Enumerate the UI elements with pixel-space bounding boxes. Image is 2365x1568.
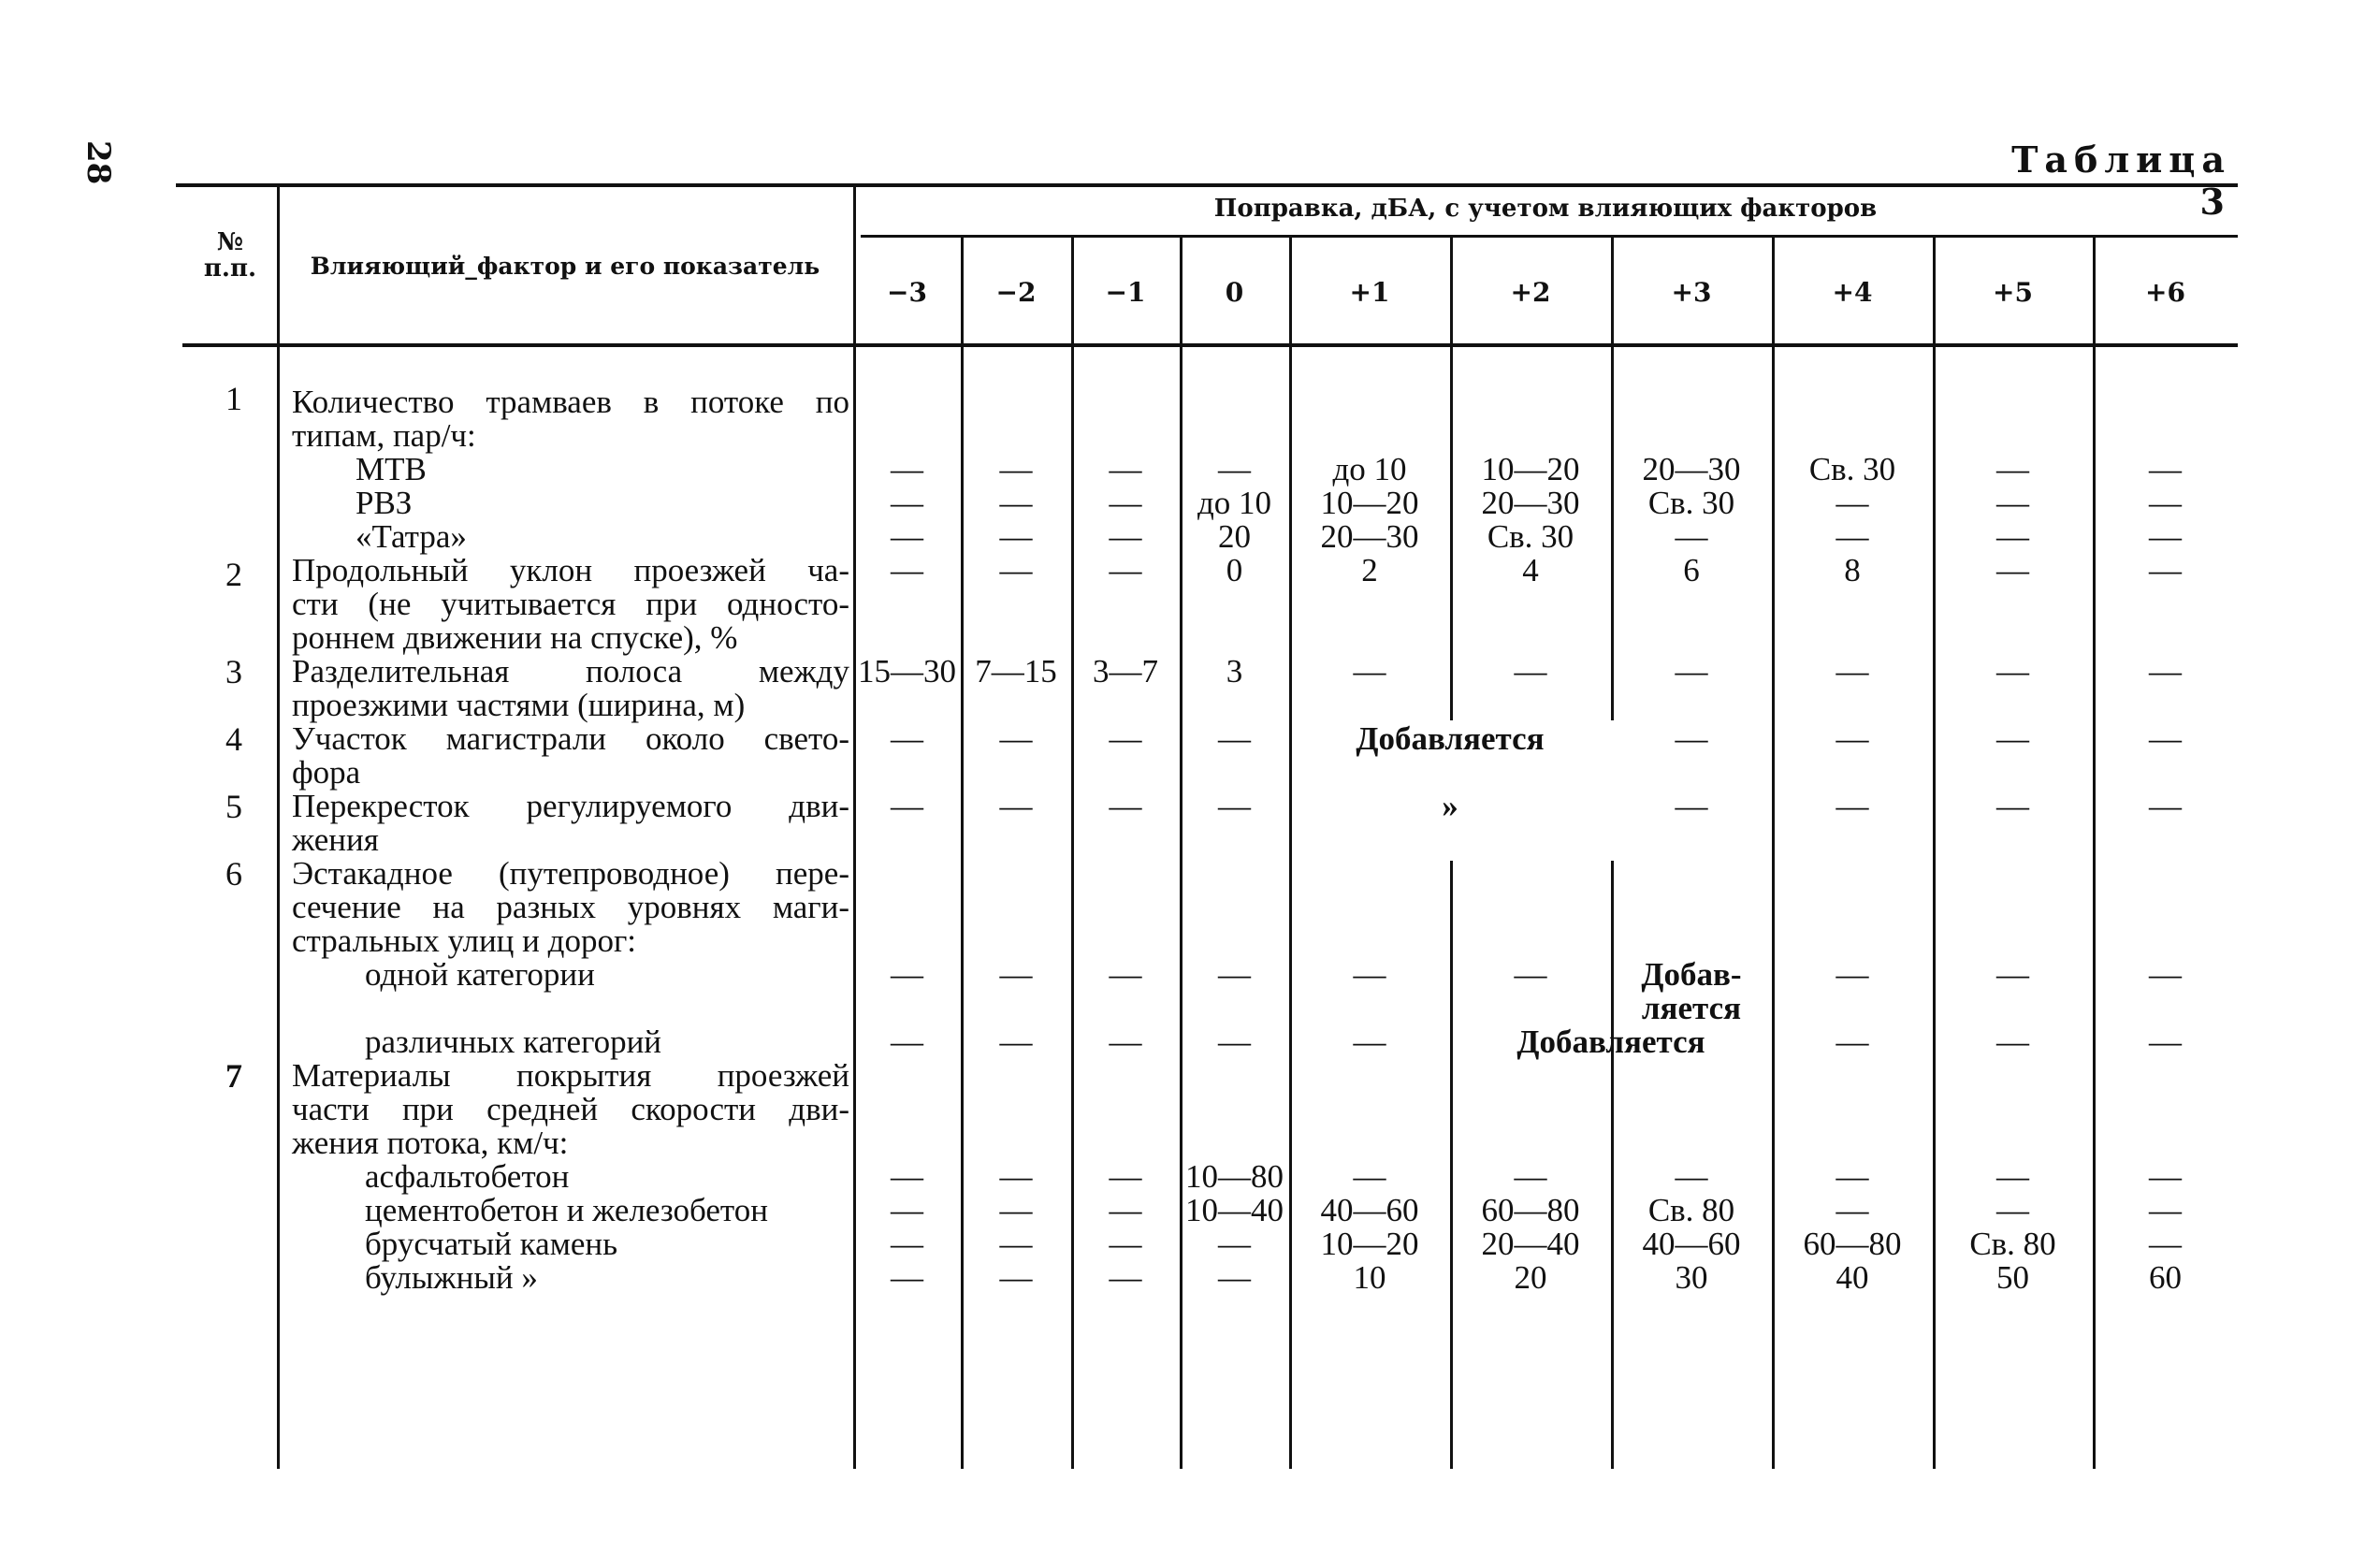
table-cell: —	[1835, 956, 1869, 993]
factor-line: «Татра»	[355, 518, 467, 555]
table-cell: —	[1109, 1259, 1142, 1296]
factor-line: Эстакадное (путепроводное) пере-	[292, 855, 849, 892]
table-cell: —	[1514, 1158, 1547, 1195]
table-cell: —	[1835, 1192, 1869, 1228]
table-cell: 7—15	[975, 653, 1057, 690]
table-cell: —	[1835, 788, 1869, 824]
table-cell: —	[1218, 1259, 1251, 1296]
table-cell: Св. 80	[1647, 1192, 1735, 1228]
factor-line: асфальтобетон	[365, 1158, 570, 1195]
group-header-rule	[861, 235, 2238, 238]
group-header: Поправка, дБА, с учетом влияющих факторов	[1213, 195, 1878, 223]
table-cell: 60	[2149, 1259, 2182, 1296]
column-header-2: −2	[995, 277, 1037, 308]
table-cell: —	[891, 518, 923, 555]
table-cell: —	[1353, 1024, 1386, 1060]
table-cell: 10—40	[1185, 1192, 1284, 1228]
factor-line: сти (не учитывается при односто-	[292, 586, 849, 622]
table-cell: —	[2149, 720, 2182, 757]
factor-line: МТВ	[355, 451, 427, 487]
row-number-6: 6	[225, 855, 242, 893]
table-cell: —	[999, 485, 1033, 521]
table-cell: —	[1109, 1226, 1142, 1262]
added-note: Добавляется	[1516, 1024, 1705, 1060]
table-cell: 20—30	[1320, 518, 1419, 555]
table-cell: —	[891, 1192, 923, 1228]
table-cell: —	[1996, 788, 2029, 824]
table-cell: —	[1218, 1226, 1251, 1262]
table-cell: —	[1514, 956, 1547, 993]
page-number: 28	[80, 140, 117, 185]
table-cell: —	[999, 518, 1033, 555]
table-cell: —	[891, 788, 923, 824]
table-cell: до 10	[1197, 485, 1272, 521]
table-cell: —	[1218, 788, 1251, 824]
num-col-header: № п.п.	[203, 228, 257, 283]
table-cell: Св. 30	[1647, 485, 1735, 521]
table-cell: —	[2149, 1024, 2182, 1060]
table-cell: 10—20	[1320, 485, 1419, 521]
table-cell: 3—7	[1093, 653, 1158, 690]
factor-line: брусчатый камень	[365, 1226, 618, 1262]
factor-line: типам, пар/ч:	[292, 417, 476, 454]
table-cell: 0	[1226, 552, 1243, 588]
table-cell: —	[999, 1024, 1033, 1060]
table-cell: —	[1835, 720, 1869, 757]
column-header-5: +1	[1349, 277, 1390, 308]
table-cell: до 10	[1332, 451, 1407, 487]
table-cell: 10—20	[1481, 451, 1580, 487]
column-header-3: −1	[1105, 277, 1146, 308]
factor-line: одной категории	[365, 956, 595, 993]
table-cell: —	[1109, 552, 1142, 588]
column-header-10: +6	[2145, 277, 2185, 308]
table-cell: —	[2149, 485, 2182, 521]
header-bottom-rule	[182, 343, 2238, 347]
table-cell: —	[891, 1226, 923, 1262]
table-cell: —	[891, 552, 923, 588]
table-cell: —	[1218, 956, 1251, 993]
table-cell: —	[999, 1226, 1033, 1262]
table-cell: Св. 80	[1969, 1226, 2056, 1262]
table-cell: —	[1996, 1024, 2029, 1060]
table-cell: —	[1675, 788, 1708, 824]
factor-line: жения	[292, 821, 379, 858]
column-header-8: +4	[1832, 277, 1873, 308]
row-number-2: 2	[225, 556, 242, 593]
table-cell: 4	[1522, 552, 1539, 588]
table-cell: —	[1109, 788, 1142, 824]
table-cell: 10—80	[1185, 1158, 1284, 1195]
ditto-mark: »	[1442, 788, 1458, 824]
factor-line: фора	[292, 754, 361, 791]
table-cell: 15—30	[858, 653, 956, 690]
factor-line: части при средней скорости дви-	[292, 1091, 849, 1127]
table-cell: —	[1996, 1158, 2029, 1195]
table-cell: —	[1996, 956, 2029, 993]
table-cell: —	[999, 552, 1033, 588]
table-cell: 20—40	[1481, 1226, 1580, 1262]
factor-line: Разделительная полоса между	[292, 653, 849, 690]
table-cell: 10—20	[1320, 1226, 1419, 1262]
table-cell: 8	[1844, 552, 1861, 588]
table-cell: —	[1996, 653, 2029, 690]
table-cell: 20	[1218, 518, 1251, 555]
table-cell: —	[1353, 956, 1386, 993]
row-number-1: 1	[225, 380, 242, 417]
top-rule	[176, 183, 2238, 187]
factor-line: Перекресток регулируемого дви-	[292, 788, 849, 824]
table-cell: —	[999, 720, 1033, 757]
factor-line: Материалы покрытия проезжей	[292, 1057, 849, 1094]
table-cell: —	[1675, 1158, 1708, 1195]
table-cell: —	[891, 451, 923, 487]
table-cell: —	[1109, 956, 1142, 993]
factor-col-header: Влияющий_фактор и его показатель	[310, 253, 820, 280]
factor-line: Продольный уклон проезжей ча-	[292, 552, 849, 588]
table-cell: —	[1109, 1024, 1142, 1060]
table-cell: —	[891, 1024, 923, 1060]
table-cell: —	[1514, 653, 1547, 690]
added-note: Добав-	[1641, 956, 1742, 993]
table-cell: —	[999, 1192, 1033, 1228]
table-cell: 20—30	[1642, 451, 1741, 487]
table-cell: —	[891, 956, 923, 993]
factor-line: различных категорий	[365, 1024, 662, 1060]
table-cell: —	[1353, 653, 1386, 690]
table-cell: —	[2149, 653, 2182, 690]
table-cell: 10	[1353, 1259, 1386, 1296]
table-cell: —	[1996, 451, 2029, 487]
table-cell: —	[1675, 518, 1708, 555]
table-cell: —	[1996, 518, 2029, 555]
factor-line: сечение на разных уровнях маги-	[292, 889, 849, 925]
table-cell: —	[1835, 485, 1869, 521]
table-cell: —	[891, 485, 923, 521]
factor-line: жения потока, км/ч:	[292, 1125, 569, 1161]
table-cell: —	[2149, 1158, 2182, 1195]
table-cell: —	[1835, 1158, 1869, 1195]
factor-line: проезжими частями (ширина, м)	[292, 687, 746, 723]
table-cell: —	[2149, 1192, 2182, 1228]
table-cell: —	[891, 1158, 923, 1195]
table-cell: 40—60	[1642, 1226, 1741, 1262]
table-cell: —	[1109, 720, 1142, 757]
table-cell: —	[999, 1259, 1033, 1296]
table-cell: 60—80	[1481, 1192, 1580, 1228]
column-header-7: +3	[1671, 277, 1712, 308]
table-cell: —	[1353, 1158, 1386, 1195]
factor-line: РВЗ	[355, 485, 413, 521]
table-cell: —	[1835, 518, 1869, 555]
row-number-7: 7	[225, 1057, 242, 1095]
table-cell: —	[891, 1259, 923, 1296]
table-cell: 6	[1683, 552, 1700, 588]
table-cell: —	[1996, 720, 2029, 757]
num-col-divider	[277, 185, 280, 1469]
table-cell: —	[999, 956, 1033, 993]
factor-line: роннем движении на спуске), %	[292, 619, 738, 656]
row-number-5: 5	[225, 788, 242, 825]
factor-line: Участок магистрали около свето-	[292, 720, 849, 757]
table-cell: —	[999, 451, 1033, 487]
table-cell: —	[1109, 1158, 1142, 1195]
table-cell: —	[2149, 1226, 2182, 1262]
column-header-6: +2	[1510, 277, 1551, 308]
table-cell: —	[1218, 720, 1251, 757]
table-cell: 30	[1675, 1259, 1708, 1296]
table-cell: —	[2149, 518, 2182, 555]
added-note: ляется	[1641, 990, 1742, 1026]
table-cell: —	[1218, 451, 1251, 487]
table-cell: —	[1835, 653, 1869, 690]
table-cell: Св. 30	[1808, 451, 1896, 487]
table-cell: 50	[1996, 1259, 2029, 1296]
column-header-1: −3	[887, 277, 927, 308]
table-cell: 40—60	[1320, 1192, 1419, 1228]
table-cell: 2	[1361, 552, 1378, 588]
table-cell: 20	[1514, 1259, 1547, 1296]
table-caption: Таблица 3	[2011, 138, 2231, 223]
table-cell: —	[1675, 653, 1708, 690]
table-cell: —	[2149, 956, 2182, 993]
table-cell: 3	[1226, 653, 1243, 690]
table-cell: —	[2149, 451, 2182, 487]
table-cell: —	[2149, 788, 2182, 824]
factor-line: стральных улиц и дорог:	[292, 922, 637, 959]
added-note: Добавляется	[1356, 720, 1545, 757]
table-cell: —	[1109, 1192, 1142, 1228]
table-cell: Св. 30	[1487, 518, 1574, 555]
table-cell: 60—80	[1803, 1226, 1902, 1262]
table-cell: —	[999, 788, 1033, 824]
table-cell: —	[2149, 552, 2182, 588]
table-cell: —	[1675, 720, 1708, 757]
table-cell: —	[1218, 1024, 1251, 1060]
factor-line: булыжный »	[365, 1259, 538, 1296]
table-cell: —	[1109, 451, 1142, 487]
table-cell: —	[1109, 485, 1142, 521]
table-cell: —	[1835, 1024, 1869, 1060]
factor-line: цементобетон и железобетон	[365, 1192, 768, 1228]
factor-line: Количество трамваев в потоке по	[292, 384, 849, 420]
column-header-9: +5	[1993, 277, 2033, 308]
row-number-4: 4	[225, 720, 242, 758]
table-cell: —	[1996, 552, 2029, 588]
table-cell: —	[1996, 1192, 2029, 1228]
table-cell: 20—30	[1481, 485, 1580, 521]
column-header-4: 0	[1225, 277, 1244, 308]
table-cell: —	[999, 1158, 1033, 1195]
table-cell: —	[891, 720, 923, 757]
table-cell: 40	[1835, 1259, 1869, 1296]
table-cell: —	[1109, 518, 1142, 555]
table-cell: —	[1996, 485, 2029, 521]
row-number-3: 3	[225, 653, 242, 690]
